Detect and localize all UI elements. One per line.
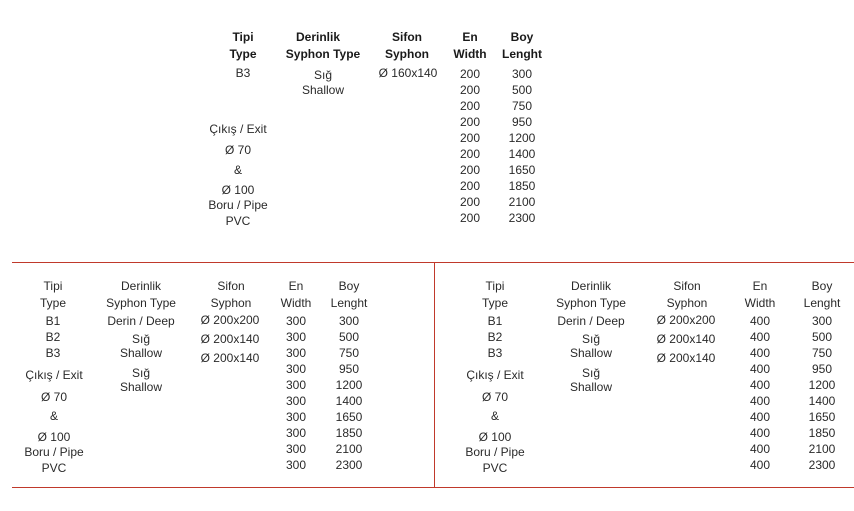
width-cell: 200 (459, 147, 481, 161)
depth-cell: Shallow (119, 380, 163, 394)
type-column (470, 313, 520, 361)
length-cell: 950 (811, 362, 833, 376)
length-cell: 500 (338, 330, 360, 344)
exit-note: Çıkış / Exit (25, 368, 83, 382)
header-siphon-tr: Sifon (392, 30, 422, 44)
width-column (450, 66, 490, 226)
width-column (740, 313, 780, 473)
length-cell: 1200 (335, 378, 363, 392)
width-cell: 400 (749, 314, 771, 328)
depth-cell: Sığ (131, 366, 150, 380)
header-type-tr: Tipi (43, 279, 63, 293)
length-column (324, 313, 374, 473)
exit-note: & (490, 409, 499, 423)
depth-cell: Derin / Deep (557, 314, 625, 328)
depth-cell: Shallow (569, 380, 613, 394)
header-width-tr: En (462, 30, 478, 44)
width-cell: 300 (285, 314, 307, 328)
header-length-en: Lenght (330, 296, 368, 310)
length-cell: 300 (338, 314, 360, 328)
type-cell: B2 (487, 330, 503, 344)
type-cell: B3 (487, 346, 503, 360)
length-cell: 1400 (508, 147, 536, 161)
width-cell: 400 (749, 410, 771, 424)
depth-cell: Shallow (569, 346, 613, 360)
length-cell: 1850 (335, 426, 363, 440)
width-cell: 200 (459, 115, 481, 129)
siphon-cell: Ø 200x140 (656, 351, 716, 365)
bottom-rule (12, 487, 854, 488)
width-cell: 300 (285, 426, 307, 440)
width-cell: 400 (749, 362, 771, 376)
depth-cell: Sığ (581, 366, 600, 380)
header-type-tr: Tipi (232, 30, 254, 44)
length-cell: 1400 (808, 394, 836, 408)
exit-note: Ø 70 (40, 390, 67, 404)
type-cell: B2 (45, 330, 61, 344)
length-column (497, 66, 547, 226)
header-width-en: Width (280, 296, 312, 310)
length-cell: 2300 (335, 458, 363, 472)
width-cell: 400 (749, 426, 771, 440)
siphon-cell: Ø 200x140 (200, 332, 260, 346)
length-cell: 500 (811, 330, 833, 344)
width-cell: 200 (459, 195, 481, 209)
header-width-tr: En (752, 279, 768, 293)
length-cell: 2300 (508, 211, 536, 225)
header-length-tr: Boy (510, 30, 534, 44)
header-siphon-tr: Sifon (217, 279, 245, 293)
header-siphon-en: Syphon (210, 296, 252, 310)
length-cell: 1200 (808, 378, 836, 392)
header-type-en: Type (229, 47, 257, 61)
width-cell: 400 (749, 458, 771, 472)
width-cell: 300 (285, 410, 307, 424)
width-cell: 400 (749, 330, 771, 344)
siphon-cell: Ø 200x140 (200, 351, 260, 365)
width-cell: 200 (459, 179, 481, 193)
siphon-cell: Ø 160x140 (378, 66, 438, 80)
center-divider (434, 262, 435, 488)
type-cell: B1 (45, 314, 61, 328)
width-cell: 400 (749, 394, 771, 408)
header-depth-tr: Derinlik (295, 30, 340, 44)
width-cell: 400 (749, 346, 771, 360)
depth-cell: Shallow (301, 83, 345, 97)
header-width-tr: En (288, 279, 304, 293)
length-cell: 1200 (508, 131, 536, 145)
width-cell: 300 (285, 378, 307, 392)
width-cell: 200 (459, 211, 481, 225)
length-cell: 1650 (808, 410, 836, 424)
header-length-en: Lenght (803, 296, 841, 310)
exit-note: Boru / Pipe (465, 445, 525, 459)
exit-note: Boru / Pipe (208, 198, 268, 212)
header-length-tr: Boy (338, 279, 360, 293)
header-type-tr: Tipi (485, 279, 505, 293)
depth-cell: Sığ (581, 332, 600, 346)
header-type-en: Type (39, 296, 66, 310)
length-column (797, 313, 847, 473)
siphon-cell: Ø 200x140 (656, 332, 716, 346)
length-cell: 950 (511, 115, 533, 129)
length-cell: 1400 (335, 394, 363, 408)
width-cell: 300 (285, 394, 307, 408)
exit-note: Boru / Pipe (24, 445, 84, 459)
width-cell: 300 (285, 330, 307, 344)
top-rule (12, 262, 854, 263)
header-length-en: Lenght (502, 47, 542, 61)
width-cell: 200 (459, 131, 481, 145)
exit-note: Ø 100 (221, 183, 255, 197)
exit-note: Ø 100 (37, 430, 71, 444)
exit-note: Ø 70 (224, 143, 251, 157)
type-cell: B1 (487, 314, 503, 328)
header-siphon-en: Syphon (385, 47, 429, 61)
depth-cell: Sığ (131, 332, 150, 346)
header-length-tr: Boy (811, 279, 833, 293)
siphon-cell: Ø 200x200 (200, 313, 260, 327)
length-cell: 500 (511, 83, 533, 97)
exit-note: Çıkış / Exit (209, 122, 267, 136)
type-cell: B3 (235, 66, 251, 80)
exit-note: PVC (41, 461, 67, 475)
header-depth-en: Syphon Type (556, 296, 626, 310)
length-cell: 750 (511, 99, 533, 113)
width-cell: 200 (459, 83, 481, 97)
length-cell: 2100 (808, 442, 836, 456)
length-cell: 300 (811, 314, 833, 328)
depth-cell: Shallow (119, 346, 163, 360)
exit-note: PVC (225, 214, 251, 228)
header-siphon-en: Syphon (666, 296, 708, 310)
width-cell: 300 (285, 346, 307, 360)
header-type-en: Type (481, 296, 508, 310)
width-cell: 400 (749, 442, 771, 456)
type-column (28, 313, 78, 361)
width-cell: 200 (459, 163, 481, 177)
exit-note: Çıkış / Exit (466, 368, 524, 382)
length-cell: 2100 (508, 195, 536, 209)
length-cell: 1850 (508, 179, 536, 193)
exit-note: & (49, 409, 58, 423)
header-width-en: Width (744, 296, 776, 310)
type-cell: B3 (45, 346, 61, 360)
header-siphon-tr: Sifon (673, 279, 701, 293)
depth-cell: Sığ (313, 68, 332, 82)
length-cell: 2300 (808, 458, 836, 472)
header-depth-en: Syphon Type (285, 47, 361, 61)
length-cell: 2100 (335, 442, 363, 456)
exit-note: & (233, 163, 242, 177)
width-cell: 200 (459, 67, 481, 81)
header-depth-tr: Derinlik (570, 279, 611, 293)
header-depth-en: Syphon Type (106, 296, 176, 310)
header-depth-tr: Derinlik (120, 279, 161, 293)
length-cell: 300 (511, 67, 533, 81)
exit-note: Ø 100 (478, 430, 512, 444)
depth-cell: Derin / Deep (107, 314, 175, 328)
length-cell: 750 (338, 346, 360, 360)
exit-note: Ø 70 (481, 390, 508, 404)
width-cell: 200 (459, 99, 481, 113)
length-cell: 1650 (335, 410, 363, 424)
header-width-en: Width (453, 47, 487, 61)
width-cell: 300 (285, 458, 307, 472)
length-cell: 1850 (808, 426, 836, 440)
exit-note: PVC (482, 461, 508, 475)
length-cell: 1650 (508, 163, 536, 177)
width-cell: 300 (285, 362, 307, 376)
width-cell: 300 (285, 442, 307, 456)
width-cell: 400 (749, 378, 771, 392)
siphon-cell: Ø 200x200 (656, 313, 716, 327)
length-cell: 950 (338, 362, 360, 376)
length-cell: 750 (811, 346, 833, 360)
width-column (276, 313, 316, 473)
